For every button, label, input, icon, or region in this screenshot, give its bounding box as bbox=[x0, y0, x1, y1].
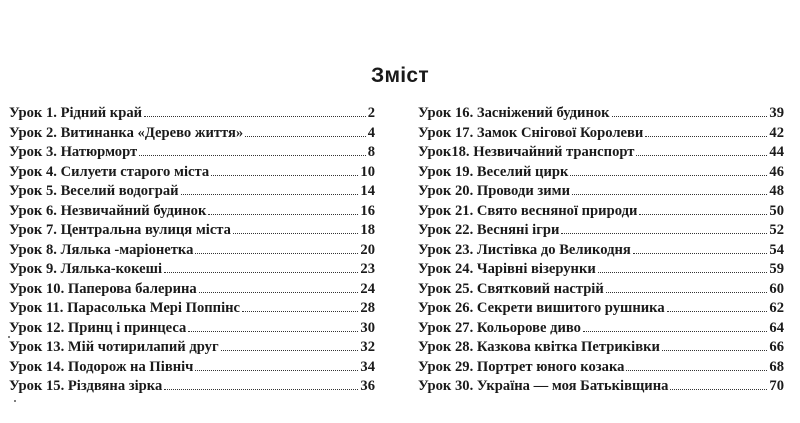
dot-leader bbox=[561, 233, 767, 234]
toc-entry-label: Урок 6. Незвичайний будинок bbox=[9, 202, 207, 219]
dot-leader bbox=[164, 272, 358, 273]
toc-entry-page: 4 bbox=[367, 124, 375, 141]
page-title: Зміст bbox=[371, 64, 429, 87]
toc-entry-label: Урок 16. Засніжений будинок bbox=[418, 105, 610, 121]
toc-entry-page: 48 bbox=[769, 183, 784, 199]
toc-entry-label: Урок 23. Листівка до Великодня bbox=[418, 241, 631, 258]
toc-entry bbox=[418, 221, 784, 241]
scan-speck bbox=[8, 336, 10, 338]
dot-leader bbox=[144, 116, 366, 117]
dot-leader bbox=[199, 292, 359, 293]
toc-entry-label: Урок 15. Різдвяна зірка bbox=[9, 378, 163, 394]
toc-entry-page: 34 bbox=[360, 358, 375, 375]
toc-entry bbox=[9, 280, 375, 300]
dot-leader bbox=[570, 175, 767, 176]
toc-entry-page: 24 bbox=[360, 280, 375, 297]
dot-leader bbox=[139, 155, 366, 156]
toc-entry-label: Урок 19. Веселий цирк bbox=[418, 163, 569, 180]
toc-entry bbox=[9, 358, 375, 378]
dot-leader bbox=[612, 116, 768, 117]
dot-leader bbox=[662, 350, 767, 351]
dot-leader bbox=[645, 136, 767, 137]
toc-entry-page: 14 bbox=[360, 183, 375, 199]
toc-entry bbox=[418, 260, 784, 280]
toc-entry-label: Урок 1. Рідний край bbox=[9, 105, 143, 121]
toc-entry bbox=[9, 163, 375, 183]
toc-entry bbox=[9, 241, 375, 261]
toc-entry-label: Урок 5. Веселий водограй bbox=[9, 183, 179, 199]
toc-entry-label: Урок 27. Кольорове диво bbox=[418, 319, 581, 336]
toc-entry-page: 18 bbox=[360, 222, 375, 238]
toc-entry bbox=[9, 182, 375, 202]
toc-entry bbox=[418, 299, 784, 319]
toc-column-right bbox=[418, 104, 784, 397]
toc-entry-page: 16 bbox=[360, 202, 375, 219]
toc-entry-label: Урок 17. Замок Снігової Королеви bbox=[418, 124, 644, 141]
toc-entry bbox=[9, 260, 375, 280]
toc-entry-label: Урок 9. Лялька-кокеші bbox=[9, 261, 163, 277]
toc-column-left bbox=[9, 104, 375, 397]
toc-entry-page: 59 bbox=[769, 261, 784, 277]
toc-entry bbox=[9, 124, 375, 144]
toc-entry-page: 28 bbox=[360, 300, 375, 316]
toc-entry-label: Урок 20. Проводи зими bbox=[418, 183, 570, 199]
dot-leader bbox=[245, 136, 366, 137]
toc-entry bbox=[418, 163, 784, 183]
toc-entry-page: 60 bbox=[769, 280, 784, 297]
dot-leader bbox=[221, 350, 359, 351]
toc-entry-page: 32 bbox=[360, 339, 375, 355]
toc-entry-page: 68 bbox=[769, 358, 784, 375]
toc-entry bbox=[418, 182, 784, 202]
dot-leader bbox=[670, 389, 767, 390]
toc-entry bbox=[418, 319, 784, 339]
dot-leader bbox=[233, 233, 358, 234]
toc-entry bbox=[418, 358, 784, 378]
dot-leader bbox=[633, 253, 768, 254]
toc-entry-label: Урок 29. Портрет юного козака bbox=[418, 358, 625, 375]
toc-entry-label: Урок 3. Натюрморт bbox=[9, 144, 138, 160]
toc-entry-page: 64 bbox=[769, 319, 784, 336]
toc-entry-label: Урок 25. Святковий настрій bbox=[418, 280, 604, 297]
dot-leader bbox=[598, 272, 768, 273]
toc-entry-page: 52 bbox=[769, 222, 784, 238]
dot-leader bbox=[242, 311, 358, 312]
toc-entry bbox=[9, 338, 375, 358]
toc-entry-page: 23 bbox=[360, 261, 375, 277]
toc-entry bbox=[418, 241, 784, 261]
toc-entry-page: 46 bbox=[769, 163, 784, 180]
toc-entry-page: 8 bbox=[367, 144, 375, 160]
dot-leader bbox=[606, 292, 768, 293]
toc-entry bbox=[418, 202, 784, 222]
toc-entry-page: 10 bbox=[360, 163, 375, 180]
dot-leader bbox=[188, 331, 358, 332]
toc-entry-page: 36 bbox=[360, 378, 375, 394]
toc-entry-label: Урок 2. Витинанка «Дерево життя» bbox=[9, 124, 244, 141]
toc-entry bbox=[418, 104, 784, 124]
dot-leader bbox=[626, 370, 767, 371]
dot-leader bbox=[195, 370, 358, 371]
toc-entry bbox=[9, 104, 375, 124]
dot-leader bbox=[208, 214, 358, 215]
toc-entry-page: 39 bbox=[769, 105, 784, 121]
toc-entry bbox=[9, 319, 375, 339]
toc-entry bbox=[9, 143, 375, 163]
dot-leader bbox=[164, 389, 358, 390]
scan-speck bbox=[14, 400, 16, 402]
toc-entry-label: Урок 24. Чарівні візерунки bbox=[418, 261, 596, 277]
toc-entry-page: 30 bbox=[360, 319, 375, 336]
dot-leader bbox=[667, 311, 768, 312]
toc-entry-label: Урок 14. Подорож на Північ bbox=[9, 358, 194, 375]
toc-entry-page: 2 bbox=[367, 105, 375, 121]
toc-entry-label: Урок 28. Казкова квітка Петриківки bbox=[418, 339, 660, 355]
toc-entry-label: Урок 13. Мій чотирилапий друг bbox=[9, 339, 219, 355]
toc-entry bbox=[9, 221, 375, 241]
dot-leader bbox=[211, 175, 358, 176]
toc-entry bbox=[418, 377, 784, 397]
toc-entry-label: Урок 10. Паперова балерина bbox=[9, 280, 197, 297]
toc-entry-page: 50 bbox=[769, 202, 784, 219]
dot-leader bbox=[195, 253, 358, 254]
toc-entry bbox=[418, 338, 784, 358]
toc-entry-label: Урок 26. Секрети вишитого рушника bbox=[418, 300, 665, 316]
toc-entry-page: 62 bbox=[769, 300, 784, 316]
toc-entry bbox=[418, 124, 784, 144]
toc-entry bbox=[418, 280, 784, 300]
toc-entry bbox=[9, 202, 375, 222]
toc-entry-label: Урок 30. Україна — моя Батьківщина bbox=[418, 378, 669, 394]
toc-entry-label: Урок 21. Свято весняної природи bbox=[418, 202, 638, 219]
toc-entry-page: 70 bbox=[769, 378, 784, 394]
dot-leader bbox=[636, 155, 767, 156]
toc-entry-page: 54 bbox=[769, 241, 784, 258]
toc-entry-label: Урок 4. Силуети старого міста bbox=[9, 163, 210, 180]
toc-entry-label: Урок 11. Парасолька Мері Поппінс bbox=[9, 300, 241, 316]
toc-entry-label: Урок 22. Весняні ігри bbox=[418, 222, 560, 238]
toc-entry-label: Урок18. Незвичайний транспорт bbox=[418, 144, 635, 160]
toc-entry-page: 44 bbox=[769, 144, 784, 160]
dot-leader bbox=[583, 331, 767, 332]
toc-entry-page: 20 bbox=[360, 241, 375, 258]
toc-entry-label: Урок 12. Принц і принцеса bbox=[9, 319, 187, 336]
dot-leader bbox=[639, 214, 767, 215]
toc-entry-page: 42 bbox=[769, 124, 784, 141]
toc-entry-label: Урок 7. Центральна вулиця міста bbox=[9, 222, 231, 238]
toc-entry bbox=[418, 143, 784, 163]
toc-entry-label: Урок 8. Лялька -маріонетка bbox=[9, 241, 194, 258]
toc-entry bbox=[9, 299, 375, 319]
toc-entry bbox=[9, 377, 375, 397]
toc-entry-page: 66 bbox=[769, 339, 784, 355]
dot-leader bbox=[181, 194, 359, 195]
dot-leader bbox=[572, 194, 767, 195]
